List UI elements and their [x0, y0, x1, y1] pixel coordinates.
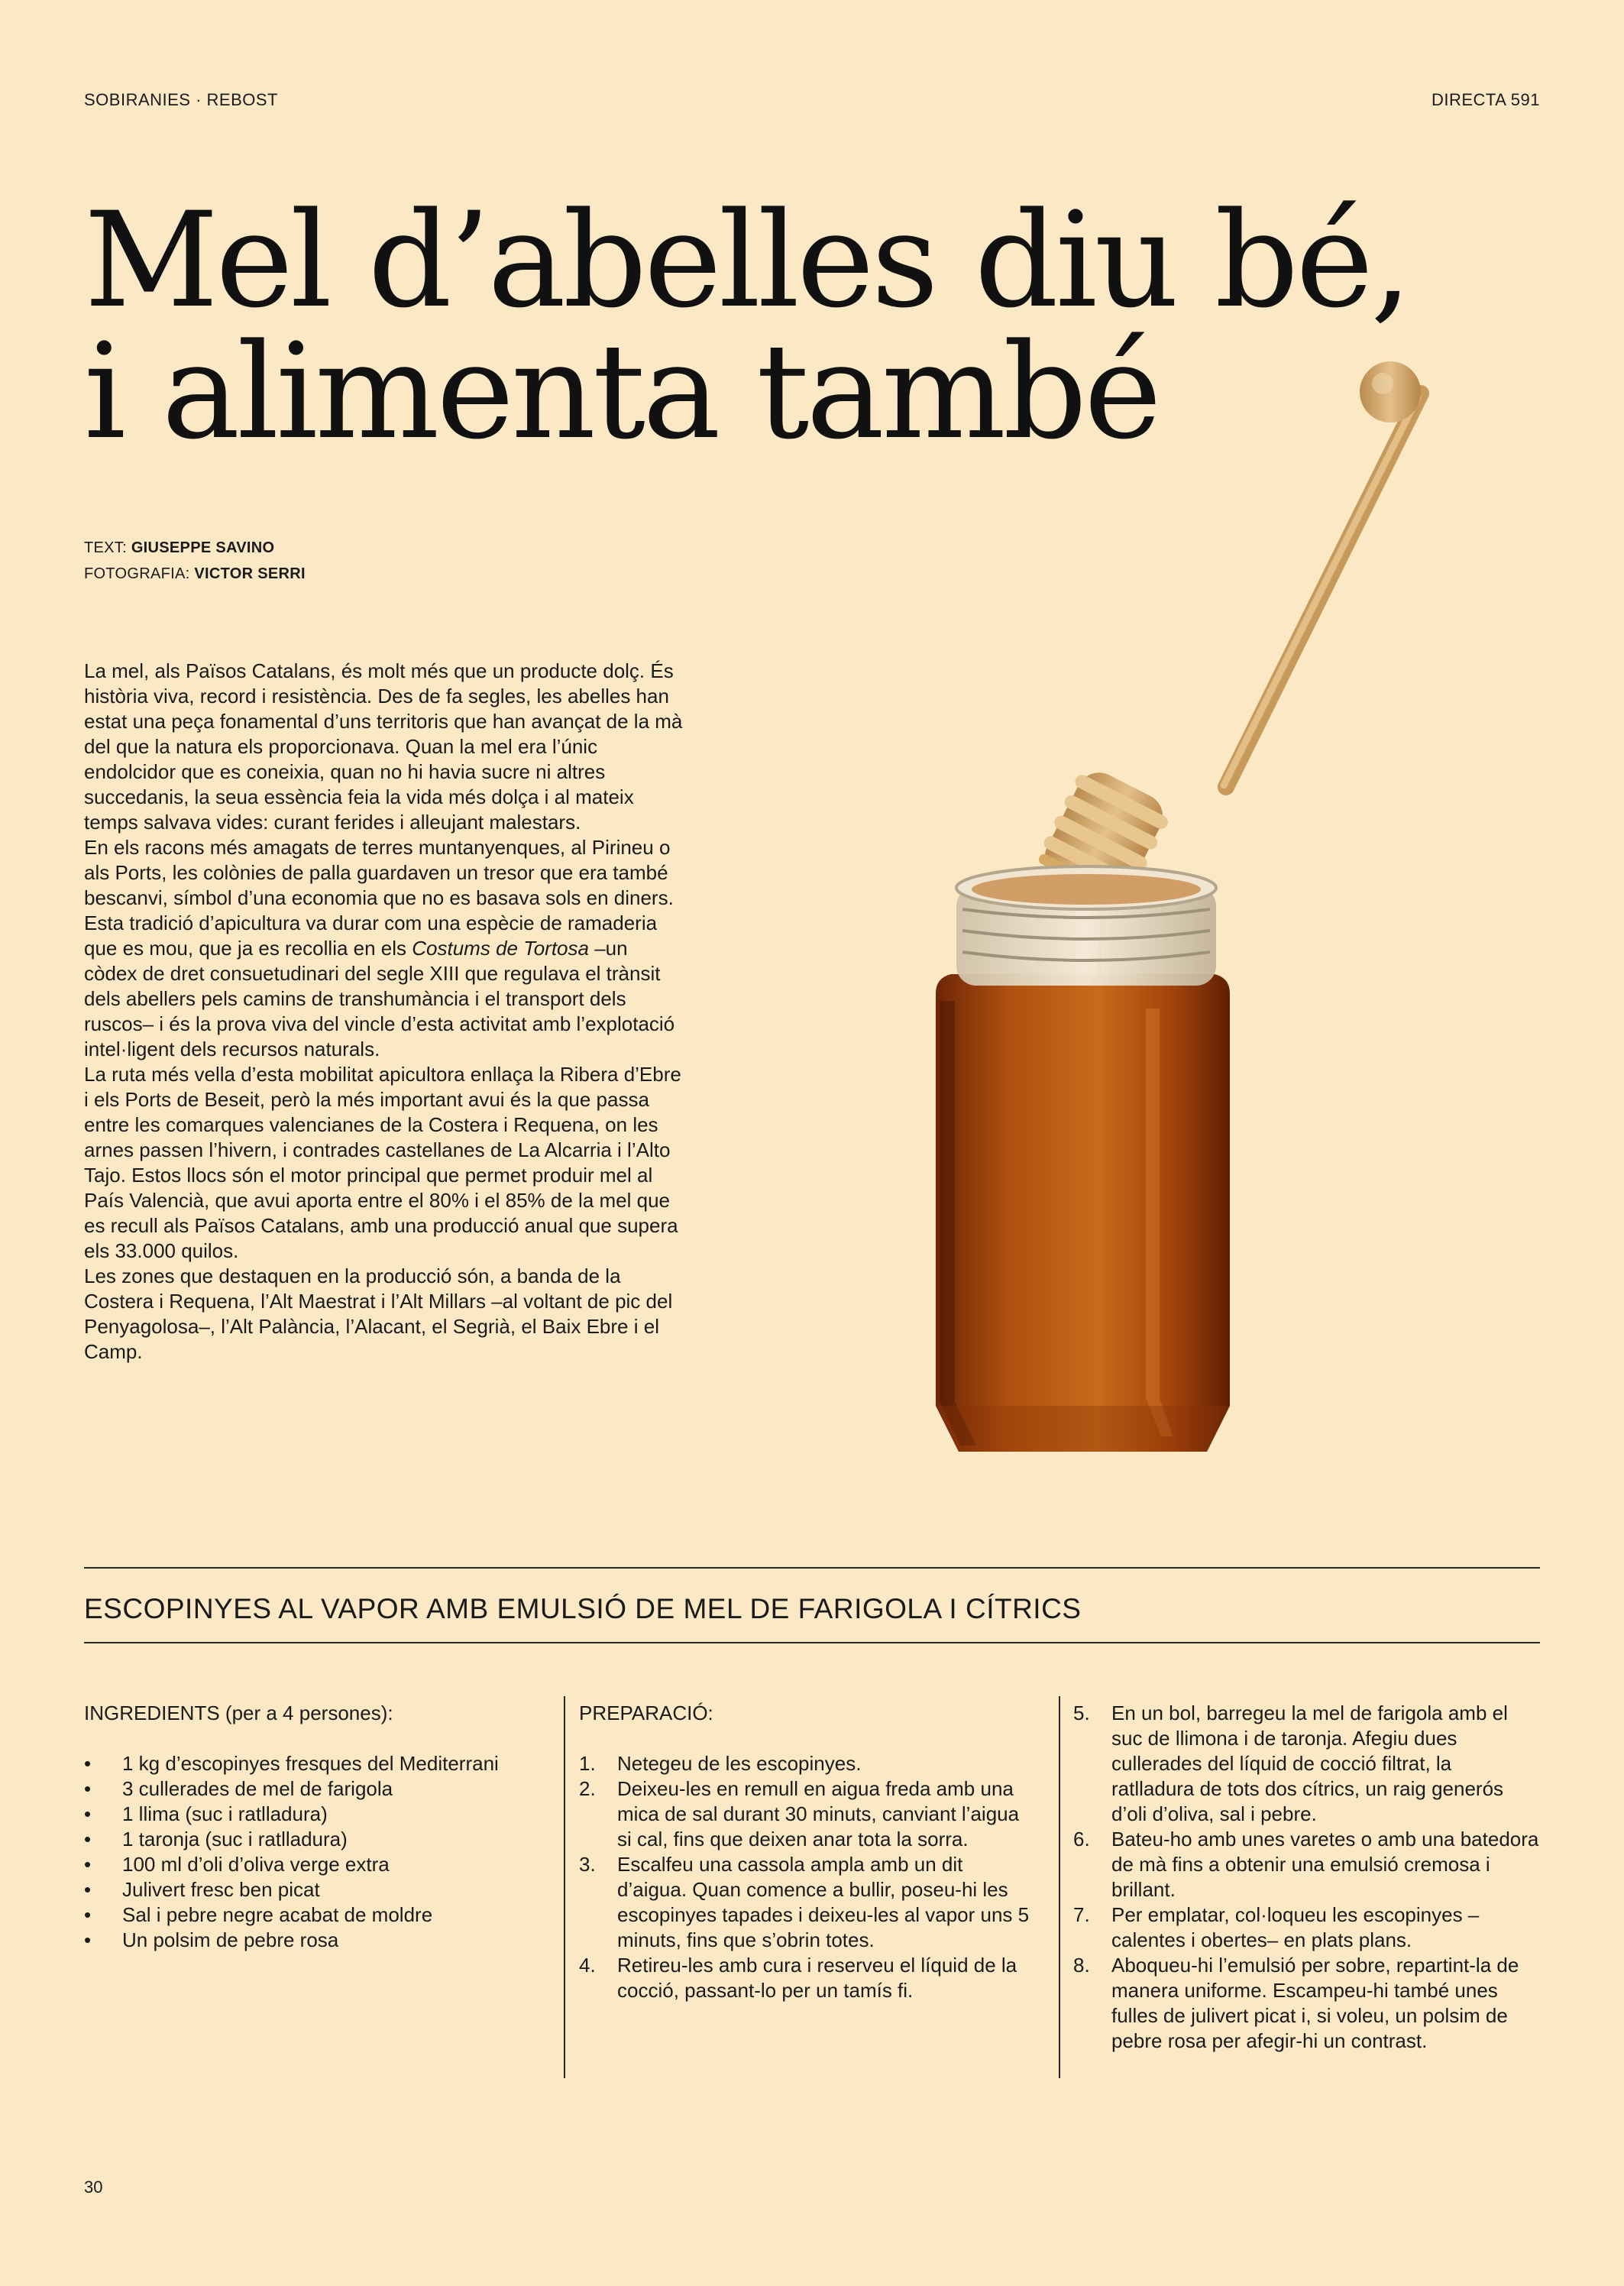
step-text: Retireu-les amb cura i reserveu el líquid de la cocció, passant-lo per un tamís fi. — [617, 1954, 1017, 2002]
step-text: Deixeu-les en remull en aigua freda amb una mica de sal durant 30 minuts, canviant l’aigua si cal, fins que deixen anar tota la sorra. — [617, 1777, 1020, 1850]
preparation-heading: PREPARACIÓ: — [579, 1702, 713, 1724]
step-text: Bateu-ho amb unes varetes o amb una batedora de mà fins a obtenir una emulsió cremosa i brillant. — [1111, 1828, 1539, 1901]
preparation-steps-1 — [579, 1751, 1037, 2003]
credits — [84, 535, 306, 587]
step-item — [1073, 1902, 1539, 1953]
step-number: 5. — [1073, 1702, 1090, 1724]
step-number: 6. — [1073, 1828, 1090, 1850]
column-divider-2 — [1059, 1696, 1060, 2078]
honey-jar-photo — [878, 351, 1474, 1498]
ingredients-column — [84, 1701, 542, 1953]
preparation-column-2 — [1073, 1701, 1539, 2054]
step-text: Netegeu de les escopinyes. — [617, 1752, 862, 1775]
ingredient-item: • 3 cullerades de mel de farigola — [84, 1776, 542, 1802]
ingredient-item: • 1 kg d’escopinyes fresques del Mediterrani — [84, 1751, 542, 1776]
photo-credit-label: FOTOGRAFIA: — [84, 565, 190, 582]
text-credit-label: TEXT: — [84, 539, 127, 556]
step-item — [579, 1776, 1037, 1852]
ingredient-item: • 100 ml d’oli d’oliva verge extra — [84, 1852, 542, 1877]
honey-dipper — [1032, 361, 1421, 911]
page-number: 30 — [84, 2178, 103, 2197]
jar — [936, 866, 1230, 1452]
ingredient-item: • Julivert fresc ben picat — [84, 1877, 542, 1902]
body-paragraph-2-a: En els racons més amagats de terres muntanyenques, al Pirineu o als Ports, les colònies de palla guardaven un tresor que era també bescanvi, símbol d’una economia que no es basava sols en diners. Esta tradició d’apicultura va durar com una espècie de ramaderia que es mou, que ja es recollia en els — [84, 836, 674, 960]
step-item — [579, 1751, 1037, 1776]
step-number: 7. — [1073, 1903, 1090, 1926]
step-text: Per emplatar, col·loqueu les escopinyes –calentes i obertes– en plats plans. — [1111, 1903, 1480, 1951]
step-text: Escalfeu una cassola ampla amb un dit d’aigua. Quan comence a bullir, poseu-hi les escopinyes tapades i deixeu-les al vapor uns 5 minuts, fins que s’obrin totes. — [617, 1853, 1030, 1951]
recipe-bottom-rule — [84, 1642, 1540, 1643]
body-paragraph-3: La ruta més vella d’esta mobilitat apicultora enllaça la Ribera d’Ebre i els Ports de Beseit, però la més important avui és la que passa entre les comarques valencianes de la Costera i Requena, on les arnes passen l’hivern, i contrades castellanes de La Alcarria i l’Alto Tajo. Estos llocs són el motor principal que permet produir mel al País Valencià, que avui aporta entre el 80% i el 85% de la mel que es recull als Països Catalans, amb una producció anual que supera els 33.000 quilos. — [84, 1063, 681, 1262]
step-number: 1. — [579, 1752, 596, 1775]
step-number: 2. — [579, 1777, 596, 1800]
step-item — [1073, 1827, 1539, 1902]
title-line-1: Mel d’abelles diu bé, — [84, 183, 1409, 337]
recipe-top-rule — [84, 1567, 1540, 1569]
text-credit — [84, 535, 306, 561]
ingredient-item: • 1 llima (suc i ratlladura) — [84, 1802, 542, 1827]
ingredients-heading: INGREDIENTS (per a 4 persones): — [84, 1702, 393, 1724]
step-text: En un bol, barregeu la mel de farigola amb el suc de llimona i de taronja. Afegiu dues cullerades del líquid de cocció filtrat, la ratlladura de tots dos cítrics, un raig generós d’oli d’oliva, sal i pebre. — [1111, 1702, 1508, 1825]
preparation-steps-2 — [1073, 1701, 1539, 2054]
body-paragraph-4: Les zones que destaquen en la producció són, a banda de la Costera i Requena, l’Alt Maestrat i l’Alt Millars –al voltant de pic del Penyagolosa–, l’Alt Palància, l’Alacant, el Segrià, el Baix Ebre i el Camp. — [84, 1264, 673, 1363]
step-number: 8. — [1073, 1954, 1090, 1977]
section-label: SOBIRANIES · REBOST — [84, 90, 278, 109]
recipe-title: ESCOPINYES AL VAPOR AMB EMULSIÓ DE MEL DE FARIGOLA I CÍTRICS — [84, 1593, 1082, 1624]
body-paragraph-2-italic: Costums de Tortosa — [412, 937, 589, 960]
step-text: Aboqueu-hi l’emulsió per sobre, repartint-la de manera uniforme. Escampeu-hi també unes fulles de julivert picat i, si voleu, un polsim de pebre rosa per afegir-hi un contrast. — [1111, 1954, 1519, 2052]
ingredient-item: • Sal i pebre negre acabat de moldre — [84, 1902, 542, 1928]
body-paragraph-1: La mel, als Països Catalans, és molt més que un producte dolç. És història viva, record i resistència. Des de fa segles, les abelles han estat una peça fonamental d’uns territoris que han avançat de la mà del que la natura els proporcionava. Quan la mel era l’únic endolcidor que es coneixia, quan no hi havia sucre ni altres succedanis, la seua essència feia la vida més dolça i al mateix temps salvava vides: curant ferides i alleujant malestars. — [84, 659, 683, 834]
step-item — [1073, 1701, 1539, 1827]
article-body — [84, 659, 684, 1365]
step-item — [1073, 1953, 1539, 2054]
step-item — [579, 1953, 1037, 2003]
text-credit-author: GIUSEPPE SAVINO — [131, 539, 275, 556]
issue-label: DIRECTA 591 — [1431, 90, 1540, 109]
photo-credit-author: VICTOR SERRI — [194, 565, 306, 582]
preparation-column-1 — [579, 1701, 1037, 2003]
ingredient-item: • Un polsim de pebre rosa — [84, 1928, 542, 1953]
body-paragraph-2 — [84, 835, 684, 1062]
column-divider-1 — [564, 1696, 565, 2078]
ingredients-list — [84, 1751, 542, 1953]
body-paragraph-2-b: –un còdex de dret consuetudinari del segle XIII que regulava el trànsit dels abellers pels camins de transhumància i el transport dels ruscos– i és la prova viva del vincle d’esta activitat amb l’explotació intel·ligent dels recursos naturals. — [84, 937, 675, 1060]
title-line-2: i alimenta també — [84, 315, 1159, 468]
step-item — [579, 1852, 1037, 1953]
step-number: 4. — [579, 1954, 596, 1977]
step-number: 3. — [579, 1853, 596, 1876]
ingredient-item: • 1 taronja (suc i ratlladura) — [84, 1827, 542, 1852]
photo-credit — [84, 561, 306, 587]
